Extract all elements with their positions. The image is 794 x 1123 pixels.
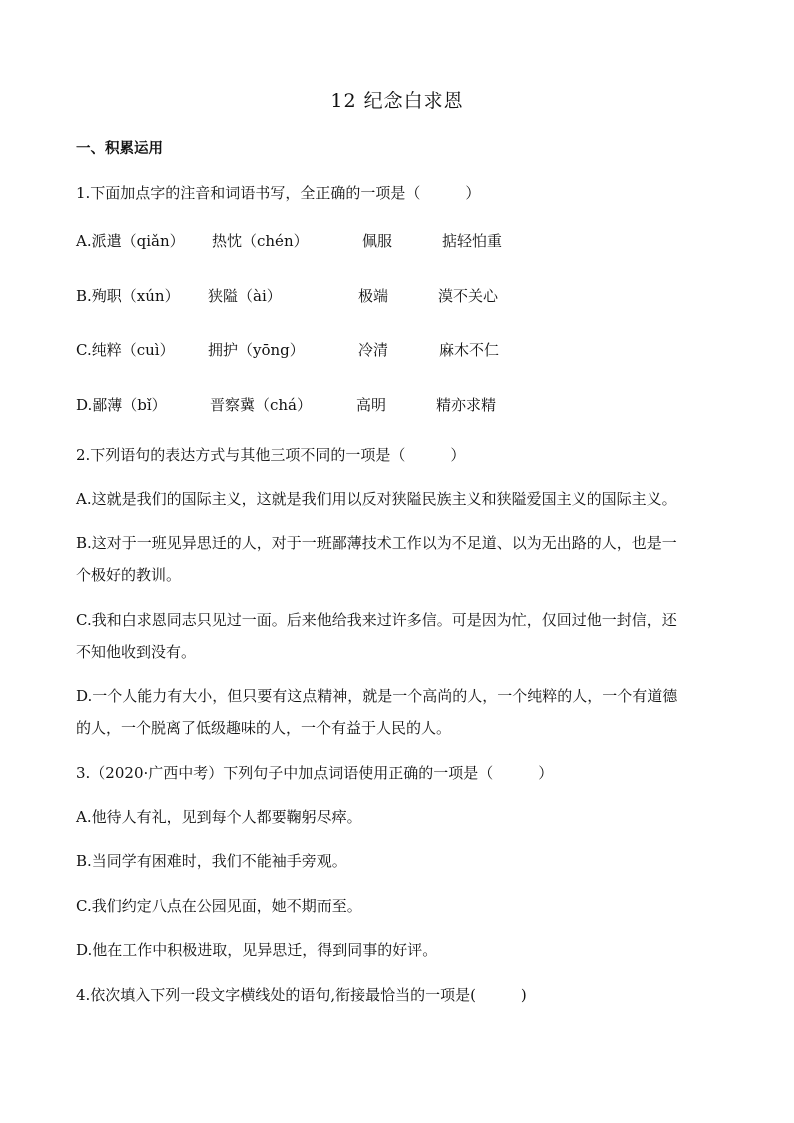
option-a-word-2: 热忱（chén）: [212, 232, 309, 250]
option-c-word-2: 拥护（yōng）: [208, 341, 305, 359]
section-heading: 一、积累运用: [76, 141, 163, 157]
option-a-word-3: 佩服: [362, 232, 393, 250]
question-2-option-c-line-2: 不知他收到没有。: [76, 643, 197, 661]
option-b-word-3: 极端: [358, 287, 389, 305]
option-c-word-4: 麻木不仁: [439, 341, 500, 359]
option-c-word-3: 冷清: [358, 341, 389, 359]
question-4-stem: 4.依次填入下列一段文字横线处的语句,衔接最恰当的一项是( ): [76, 986, 527, 1004]
option-a-word-1: A.派遣（qiǎn）: [76, 232, 185, 250]
question-2-stem: 2.下列语句的表达方式与其他三项不同的一项是（ ）: [76, 446, 466, 464]
option-d-word-4: 精亦求精: [436, 396, 497, 414]
option-b-word-2: 狭隘（ài）: [208, 287, 282, 305]
question-2-option-c-line-1: C.我和白求恩同志只见过一面。后来他给我来过许多信。可是因为忙，仅回过他一封信，还: [76, 611, 677, 629]
question-2-option-b-line-2: 个极好的教训。: [76, 566, 182, 584]
question-3-option-b: B.当同学有困难时，我们不能袖手旁观。: [76, 852, 347, 870]
option-c-word-1: C.纯粹（cuì）: [76, 341, 175, 359]
question-3-option-c: C.我们约定八点在公园见面，她不期而至。: [76, 897, 362, 915]
option-b-word-1: B.殉职（xún）: [76, 287, 180, 305]
question-1-stem: 1.下面加点字的注音和词语书写，全正确的一项是（ ）: [76, 184, 481, 202]
question-2-option-a: A.这就是我们的国际主义，这就是我们用以反对狭隘民族主义和狭隘爱国主义的国际主义。: [76, 490, 677, 508]
question-3-stem: 3.（2020·广西中考）下列句子中加点词语使用正确的一项是（ ）: [76, 764, 554, 782]
question-3-option-a: A.他待人有礼，见到每个人都要鞠躬尽瘁。: [76, 808, 362, 826]
page-title: 12 纪念白求恩: [330, 90, 464, 112]
question-2-option-d-line-1: D.一个人能力有大小，但只要有这点精神，就是一个高尚的人，一个纯粹的人，一个有道德: [76, 687, 678, 705]
option-d-word-2: 晋察冀（chá）: [210, 396, 313, 414]
option-d-word-1: D.鄙薄（bǐ）: [76, 396, 167, 414]
question-2-option-d-line-2: 的人，一个脱离了低级趣味的人，一个有益于人民的人。: [76, 719, 452, 737]
option-d-word-3: 高明: [356, 396, 387, 414]
question-3-option-d: D.他在工作中积极进取，见异思迁，得到同事的好评。: [76, 941, 438, 959]
option-b-word-4: 漠不关心: [438, 287, 499, 305]
option-a-word-4: 掂轻怕重: [442, 232, 503, 250]
question-2-option-b-line-1: B.这对于一班见异思迁的人，对于一班鄙薄技术工作以为不足道、以为无出路的人，也是一: [76, 534, 677, 552]
